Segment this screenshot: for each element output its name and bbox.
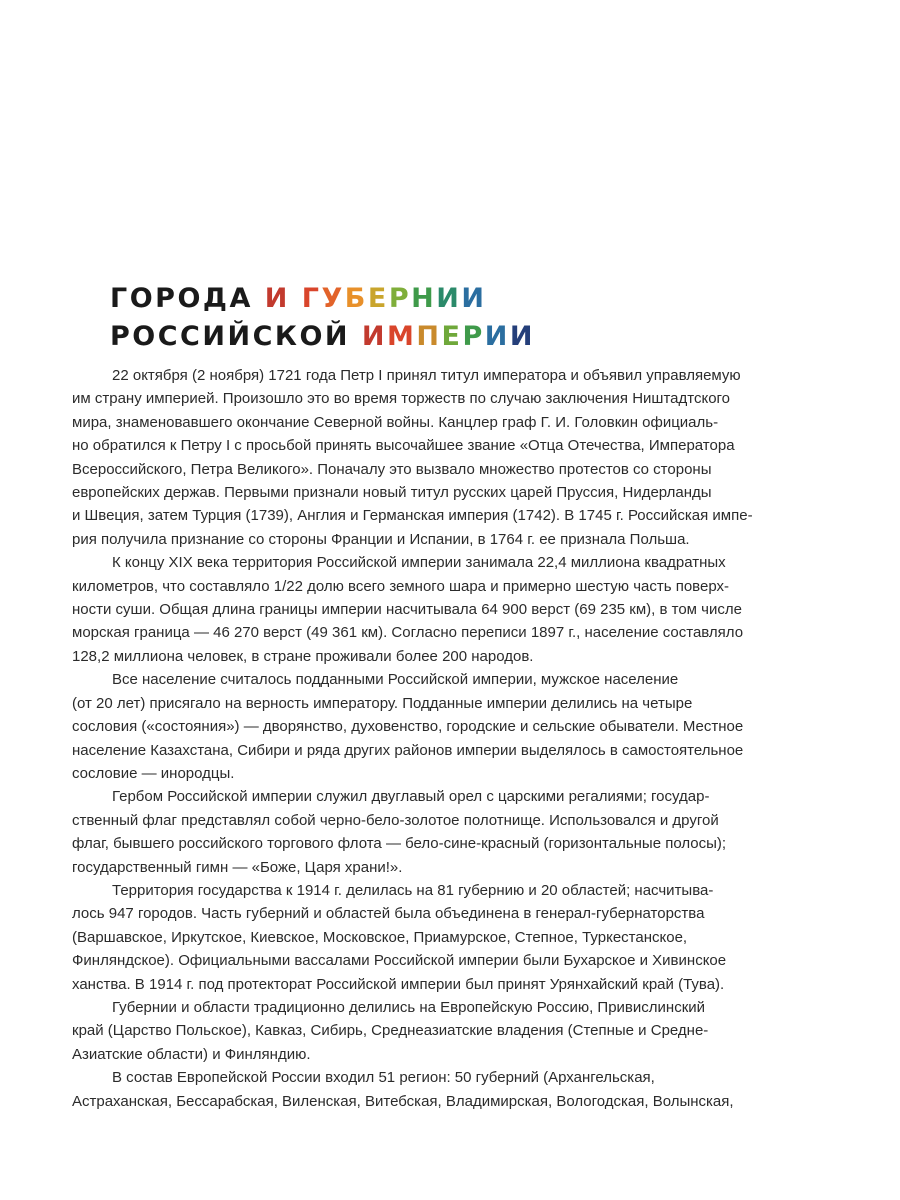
title-segment: П: [416, 321, 442, 352]
title-segment: Н: [411, 283, 437, 314]
text-line: ханства. В 1914 г. под протекторат Российской империи был принят Урянхайский край (Тува).: [72, 975, 725, 993]
chapter-title: [110, 280, 535, 356]
text-line: Азиатские области) и Финляндию.: [72, 1045, 311, 1063]
text-line: флаг, бывшего российского торгового флота — бело-сине-красный (горизонтальные полосы);: [72, 835, 727, 853]
paragraph: [72, 364, 772, 551]
text-line: но обратился к Петру I с просьбой принять высочайшее звание «Отца Отечества, Императора: [72, 437, 735, 455]
text-line: рия получила признание со стороны Франции и Испании, в 1764 г. ее признала Польша.: [72, 530, 690, 548]
text-line: Территория государства к 1914 г. делилась на 81 губернию и 20 областей; насчитыва-: [112, 881, 714, 899]
text-line: 128,2 миллиона человек, в стране проживали более 200 народов.: [72, 647, 534, 665]
text-line: Астраханская, Бессарабская, Виленская, Витебская, Владимирская, Вологодская, Волынская,: [72, 1092, 734, 1110]
title-segment: У: [321, 283, 345, 314]
text-line: морская граница — 46 270 верст (49 361 км). Согласно переписи 1897 г., население составляло: [72, 624, 744, 642]
text-line: Губернии и области традиционно делились на Европейскую Россию, Привислинский: [112, 998, 706, 1016]
text-line: В состав Европейской России входил 51 регион: 50 губерний (Архангельская,: [112, 1069, 655, 1087]
article-body: [72, 364, 772, 1113]
text-line: европейских держав. Первыми признали новый титул русских царей Пруссия, Нидерланды: [72, 484, 712, 502]
text-line: край (Царство Польское), Кавказ, Сибирь, Среднеазиатские владения (Степные и Средне-: [72, 1022, 709, 1040]
text-line: ственный флаг представлял собой черно-бело-золотое полотнище. Использовался и другой: [72, 811, 719, 829]
text-line: население Казахстана, Сибири и ряда других районов империи выделялось в самостоятельное: [72, 741, 744, 759]
title-segment: М: [387, 321, 417, 352]
chapter-title-line-1: [110, 280, 535, 318]
text-line: (Варшавское, Иркутское, Киевское, Московское, Приамурское, Степное, Туркестанское,: [72, 928, 688, 946]
text-line: километров, что составляло 1/22 долю всего земного шара и примерно шестую часть поверх-: [72, 577, 729, 595]
text-line: К концу XIX века территория Российской империи занимала 22,4 миллиона квадратных: [112, 554, 726, 572]
text-line: и Швеция, затем Турция (1739), Англия и Германская империя (1742). В 1745 г. Российская импе-: [72, 507, 753, 525]
paragraph: [72, 996, 772, 1066]
title-segment: Е: [367, 283, 389, 314]
text-line: ности суши. Общая длина границы империи насчитывала 64 900 верст (69 235 км), в том числе: [72, 601, 742, 619]
text-line: 22 октября (2 ноября) 1721 года Петр I принял титул императора и объявил управляемую: [112, 367, 741, 384]
title-segment: ГОРОДА: [110, 283, 265, 314]
text-line: Все население считалось подданными Российской империи, мужское население: [112, 671, 679, 689]
title-segment: И: [361, 321, 388, 352]
text-line: государственный гимн — «Боже, Царя храни!».: [72, 858, 403, 876]
title-segment: Р: [462, 321, 485, 352]
paragraph: [72, 879, 772, 996]
title-segment: И: [484, 321, 510, 352]
text-line: сословия («состояния») — дворянство, духовенство, городские и сельские обыватели. Местное: [72, 718, 744, 736]
title-segment: И: [436, 283, 462, 314]
paragraph: [72, 551, 772, 668]
title-segment: И: [509, 321, 535, 352]
title-segment: И: [264, 283, 302, 314]
title-segment: И: [461, 283, 487, 314]
title-segment: Р: [388, 283, 412, 314]
text-line: лось 947 городов. Часть губерний и областей была объединена в генерал-губернаторства: [72, 905, 705, 923]
text-line: им страну империей. Произошло это во время торжеств по случаю заключения Ништадтского: [72, 390, 731, 408]
paragraph: [72, 668, 772, 785]
title-segment: Е: [441, 321, 463, 352]
text-line: мира, знаменовавшего окончание Северной войны. Канцлер граф Г. И. Головкин официаль-: [72, 413, 719, 431]
text-line: (от 20 лет) присягало на верность императору. Подданные империи делились на четыре: [72, 694, 693, 712]
title-segment: Б: [344, 283, 368, 314]
title-segment: Г: [301, 283, 322, 314]
text-line: сословие — инородцы.: [72, 764, 235, 782]
text-line: Финляндское). Официальными вассалами Российской империи были Бухарское и Хивинское: [72, 952, 727, 970]
text-line: Всероссийского, Петра Великого». Поначалу это вызвало множество протестов со стороны: [72, 460, 712, 478]
text-line: Гербом Российской империи служил двуглавый орел с царскими регалиями; государ-: [112, 788, 710, 806]
chapter-title-line-2: [110, 318, 535, 356]
title-segment: РОССИЙСКОЙ: [110, 321, 362, 352]
paragraph: [72, 1066, 772, 1113]
paragraph: [72, 785, 772, 879]
